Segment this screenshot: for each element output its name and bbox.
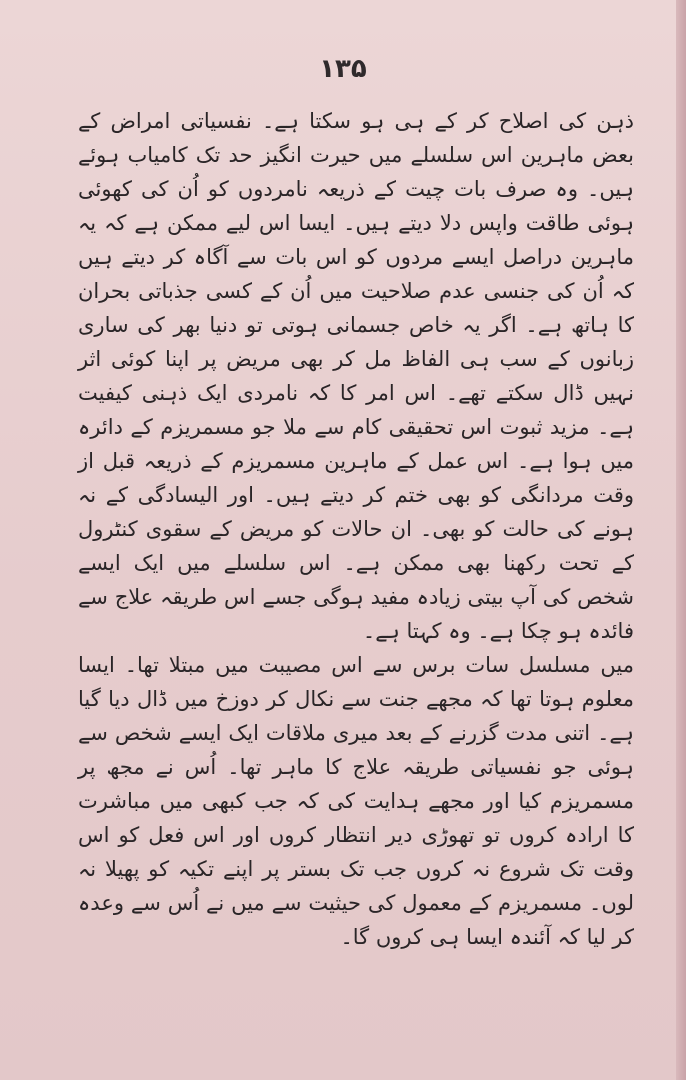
paragraph-2: میں مسلسل سات برس سے اس مصیبت میں مبتلا تھا۔ ایسا معلوم ہوتا تھا کہ مجھے جنت سے نکال کر دوزخ میں ڈال دیا گیا ہے۔ اتنی مدت گزرنے کے بعد میری ملاقات ایک ایسے شخص سے ہوئی جو نفسیاتی طریقہ علاج کا ماہر تھا۔ اُس نے مجھ پر مسمریزم کیا اور مجھے ہدایت کی کہ جب کبھی میں مباشرت کا ارادہ کروں تو تھوڑی دیر انتظار کروں اور اس فعل کو اس وقت تک شروع نہ کروں جب تک بستر پر اپنے تکیہ کو پھیلا نہ لوں۔ مسمریزم کے معمول کی حیثیت سے میں نے اُس سے وعدہ کر لیا کہ آئندہ ایسا ہی کروں گا۔ <box>78 653 634 949</box>
page-spine-edge <box>676 0 686 1080</box>
body-text <box>78 104 634 954</box>
page-number: ۱۳۵ <box>319 54 367 84</box>
paragraph-1: ذہن کی اصلاح کر کے ہی ہو سکتا ہے۔ نفسیاتی امراض کے بعض ماہرین اس سلسلے میں حیرت انگیز حد تک کامیاب ہوئے ہیں۔ وہ صرف بات چیت کے ذریعہ نامردوں کو اُن کی کھوئی ہوئی طاقت واپس دلا دیتے ہیں۔ ایسا اس لیے ممکن ہے کہ یہ ماہرین دراصل ایسے مردوں کو اس بات سے آگاہ کر دیتے ہیں کہ اُن کی جنسی عدم صلاحیت میں اُن کے کسی جذباتی بحران کا ہاتھ ہے۔ اگر یہ خاص جسمانی ہوتی تو دنیا بھر کی ساری زبانوں کے سب ہی الفاظ مل کر بھی مریض پر اپنا کوئی اثر نہیں ڈال سکتے تھے۔ اس امر کا کہ نامردی ایک ذہنی کیفیت ہے۔ مزید ثبوت اس تحقیقی کام سے ملا جو مسمریزم کے دائرہ میں ہوا ہے۔ اس عمل کے ماہرین مسمریزم کے ذریعہ قبل از وقت مردانگی کو بھی ختم کر دیتے ہیں۔ اور الیسادگی کے نہ ہونے کی حالت کو بھی۔ ان حالات کو مریض کے سقوی کنٹرول کے تحت رکھنا بھی ممکن ہے۔ اس سلسلے میں ایک ایسے شخص کی آپ بیتی زیادہ مفید ہوگی جسے اس طریقہ علاج سے فائدہ ہو چکا ہے۔ وہ کہتا ہے۔ <box>78 109 634 643</box>
